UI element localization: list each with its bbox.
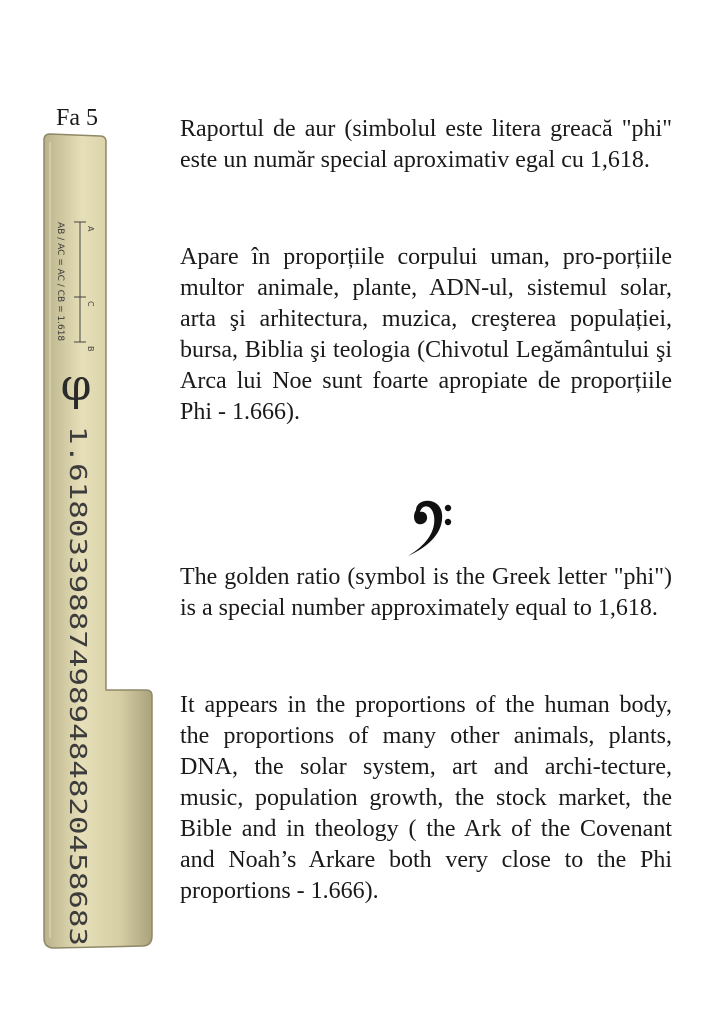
golden-ratio-digits: 1.61803398874989484820458683 [64, 426, 90, 814]
bass-clef-icon [398, 490, 458, 560]
ruler-mark-c: C [86, 301, 95, 307]
ruler-mark-a: A [86, 226, 95, 232]
page-label: Fa 5 [56, 105, 98, 131]
golden-ratio-ruler-image [30, 130, 160, 960]
romanian-detail-paragraph: Apare în proporțiile corpului uman, pro-porțiile multor animale, plante, ADN-ul, sistemul solar, arta şi arhitectura, muzica, creşterea populației, bursa, Biblia şi teologia (Chivotul Legământului şi Arca lui Noe sunt foarte apropiate de proporțiile Phi - 1.666). [180, 244, 672, 425]
ruler-ratio-label: AB / AC = AC / CB = 1.618 [55, 222, 65, 342]
romanian-intro-paragraph: Raportul de aur (simbolul este litera greacă "phi" este un număr special aproximativ egal cu 1,618. [180, 116, 672, 173]
english-intro-paragraph: The golden ratio (symbol is the Greek letter "phi") is a special number approximately equal to 1,618. [180, 564, 672, 621]
ruler-mark-b: B [86, 346, 95, 352]
english-detail-paragraph: It appears in the proportions of the human body, the proportions of many other animals, plants, DNA, the solar system, art and archi-tecture, music, population growth, the stock market, the Bible and in theology ( the Ark of the Covenant and Noah’s Arkare both very close to the Phi proportions - 1.666). [180, 692, 672, 904]
phi-symbol: φ [60, 360, 92, 411]
